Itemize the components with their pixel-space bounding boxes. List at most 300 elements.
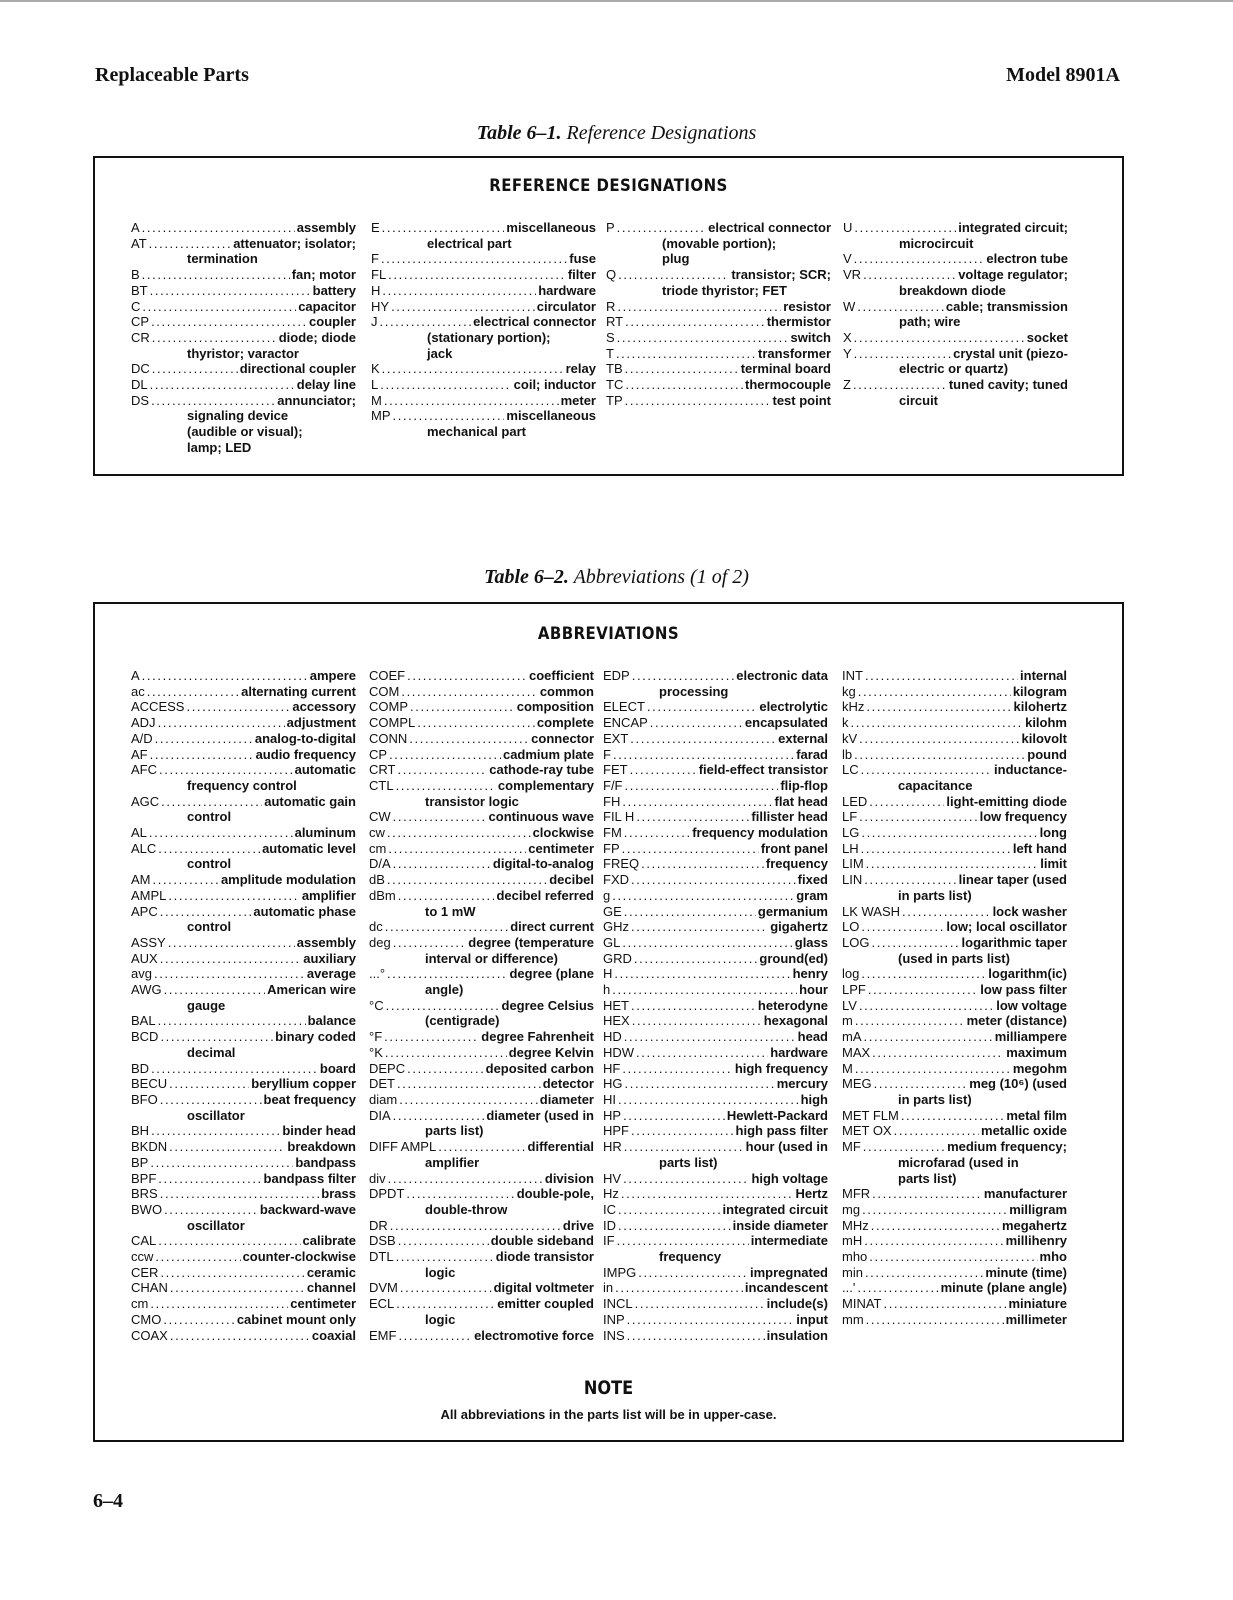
entry-row: [842, 919, 1067, 935]
entry-continuation: control: [187, 919, 232, 935]
entry-row: [603, 872, 828, 888]
leader-dots: [380, 377, 511, 393]
leader-dots: [874, 1076, 968, 1092]
entry-definition: hardware: [538, 282, 596, 298]
reference-designations-heading: REFERENCE DESIGNATIONS: [489, 176, 728, 196]
entry-definition: coil; inductor: [513, 377, 596, 393]
entry-definition: auxiliary: [303, 950, 356, 966]
entry-continuation: frequency control: [187, 777, 297, 793]
leader-dots: [647, 699, 757, 715]
entry-code: m: [842, 1013, 853, 1029]
entry-definition: degree Celsius: [501, 997, 594, 1013]
entry-definition: electron tube: [986, 251, 1068, 267]
leader-dots: [641, 856, 764, 872]
entry-definition: automatic phase: [253, 903, 356, 919]
leader-dots: [618, 1092, 799, 1108]
entry-definition: differential: [527, 1139, 594, 1155]
entry-row: [842, 1249, 1067, 1265]
entry-code: kHz: [842, 699, 865, 715]
entry-code: HD: [603, 1029, 622, 1045]
entry-code: EDP: [603, 668, 630, 683]
leader-dots: [389, 747, 501, 763]
entry-code: LO: [842, 919, 860, 935]
entry-definition: detector: [542, 1076, 594, 1092]
leader-dots: [865, 668, 1018, 684]
entry-definition: degree (temperature: [468, 934, 594, 950]
entry-definition: coaxial: [311, 1327, 356, 1343]
entry-code: L: [371, 377, 379, 393]
entry-code: FL: [371, 267, 387, 283]
entry-continuation: plug: [662, 251, 690, 267]
leader-dots: [382, 361, 564, 377]
leader-dots: [858, 684, 1011, 700]
running-header-left: Replaceable Parts: [95, 64, 249, 86]
entry-definition: amplitude modulation: [220, 872, 356, 888]
entry-row: [842, 1123, 1067, 1139]
leader-dots: [417, 715, 535, 731]
entry-code: HDW: [603, 1044, 635, 1060]
entry-code: LIN: [842, 872, 863, 888]
leader-dots: [159, 762, 293, 778]
entry-row: [369, 1092, 594, 1108]
leader-dots: [614, 966, 790, 982]
entry-definition: direct current: [510, 919, 594, 935]
entry-definition: breakdown: [287, 1139, 356, 1155]
entry-definition: counter-clockwise: [242, 1249, 356, 1265]
leader-dots: [385, 1045, 507, 1061]
leader-dots: [650, 715, 743, 731]
entry-code: CP: [369, 746, 388, 762]
entry-row: [131, 267, 356, 283]
entry-row: [369, 1139, 594, 1155]
entry-row: [131, 1265, 356, 1281]
entry-row: [603, 747, 828, 763]
leader-dots: [385, 919, 508, 935]
entry-definition: meter (distance): [966, 1013, 1067, 1029]
leader-dots: [150, 377, 295, 393]
entry-code: HG: [603, 1076, 623, 1092]
entry-definition: left hand: [1012, 840, 1067, 856]
entry-definition: board: [319, 1060, 356, 1076]
entry-definition: low; local oscillator: [946, 919, 1067, 935]
leader-dots: [142, 299, 296, 315]
entry-definition: cadmium plate: [502, 746, 594, 762]
leader-dots: [397, 1076, 541, 1092]
entry-definition: diameter (used in: [486, 1107, 594, 1123]
entry-definition: electronic data: [736, 668, 828, 683]
entry-definition: test point: [772, 392, 831, 408]
entry-definition: cathode-ray tube: [489, 762, 594, 778]
entry-continuation: capacitance: [898, 777, 973, 793]
table-6-2-title: [0, 566, 1233, 589]
entry-code: DSB: [369, 1233, 396, 1249]
entry-code: F/F: [603, 777, 623, 793]
entry-code: CW: [369, 809, 391, 825]
entry-code: DL: [131, 377, 148, 393]
entry-row: [131, 1092, 356, 1108]
entry-code: Hz: [603, 1186, 619, 1202]
entry-continuation: decimal: [187, 1044, 236, 1060]
entry-code: dc: [369, 919, 383, 935]
leader-dots: [613, 747, 794, 763]
entry-definition: assembly: [296, 934, 356, 950]
entry-definition: fuse: [569, 251, 596, 267]
entry-definition: fan; motor: [291, 267, 356, 283]
entry-row: [369, 825, 594, 841]
entry-code: DC: [131, 361, 150, 377]
entry-row: [842, 1312, 1067, 1328]
entry-code: deg: [369, 934, 391, 950]
entry-code: MET OX: [842, 1123, 892, 1139]
note-heading: NOTE: [583, 1377, 634, 1399]
entry-definition: complementary: [497, 777, 594, 793]
leader-dots: [865, 1265, 983, 1281]
entry-row: [603, 1265, 828, 1281]
entry-code: IMPG: [603, 1264, 637, 1280]
leader-dots: [869, 794, 944, 810]
entry-code: g: [603, 887, 611, 903]
column: [603, 668, 828, 1343]
entry-definition: bandpass: [295, 1154, 356, 1170]
entry-definition: coefficient: [528, 668, 594, 683]
leader-dots: [627, 1312, 795, 1328]
entry-definition: delay line: [296, 377, 356, 393]
leader-dots: [160, 1029, 273, 1045]
entry-row: [131, 299, 356, 315]
leader-dots: [396, 1296, 495, 1312]
entry-continuation: (movable portion);: [662, 235, 777, 251]
entry-row: [603, 809, 828, 825]
entry-row: [606, 393, 831, 409]
leader-dots: [398, 1328, 472, 1344]
entry-row: [842, 1218, 1067, 1234]
entry-code: A/D: [131, 730, 153, 746]
entry-definition: Hewlett-Packard: [726, 1107, 828, 1123]
entry-code: Y: [843, 345, 852, 361]
entry-row: [603, 919, 828, 935]
leader-dots: [851, 715, 1024, 731]
abbreviations-table: [93, 602, 1124, 1442]
entry-code: GHz: [603, 919, 629, 935]
leader-dots: [625, 361, 739, 377]
entry-code: avg: [131, 966, 152, 982]
entry-row: [603, 1076, 828, 1092]
entry-definition: degree (plane: [509, 966, 594, 982]
entry-continuation: control: [187, 809, 232, 825]
entry-definition: head: [797, 1029, 828, 1045]
entry-row: [606, 267, 831, 283]
entry-code: div: [369, 1170, 386, 1186]
entry-code: ADJ: [131, 715, 156, 731]
entry-definition: thermistor: [766, 314, 831, 330]
entry-row: [131, 982, 356, 998]
entry-definition: pound: [1027, 746, 1067, 762]
entry-code: HF: [603, 1060, 621, 1076]
leader-dots: [158, 1171, 261, 1187]
entry-row: [371, 408, 596, 424]
entry-row: [369, 1328, 594, 1344]
entry-code: INP: [603, 1311, 625, 1327]
entry-row: [131, 1296, 356, 1312]
entry-code: HV: [603, 1170, 622, 1186]
entry-row: [603, 794, 828, 810]
entry-row: [603, 935, 828, 951]
entry-definition: gram: [796, 887, 828, 903]
entry-code: LOG: [842, 934, 870, 950]
table-6-2-number: Table 6–2.: [484, 566, 569, 588]
entry-definition: high: [800, 1091, 828, 1107]
entry-code: APC: [131, 903, 158, 919]
entry-code: LH: [842, 840, 859, 856]
leader-dots: [894, 1123, 979, 1139]
leader-dots: [625, 314, 765, 330]
entry-code: cm: [369, 840, 387, 856]
entry-code: E: [371, 220, 380, 235]
leader-dots: [901, 1108, 1004, 1124]
leader-dots: [622, 1061, 732, 1077]
leader-dots: [164, 1202, 258, 1218]
entry-definition: meg (10⁶) (used: [969, 1076, 1067, 1092]
entry-row: [603, 856, 828, 872]
entry-definition: attenuator; isolator;: [233, 235, 356, 251]
entry-definition: high voltage: [751, 1170, 828, 1186]
leader-dots: [871, 935, 959, 951]
leader-dots: [186, 699, 290, 715]
entry-row: [843, 377, 1068, 393]
entry-definition: digital voltmeter: [493, 1280, 594, 1296]
leader-dots: [864, 1233, 1003, 1249]
entry-code: BFO: [131, 1091, 158, 1107]
entry-definition: germanium: [757, 903, 828, 919]
leader-dots: [630, 762, 697, 778]
entry-code: BRS: [131, 1186, 158, 1202]
entry-continuation: oscillator: [187, 1107, 245, 1123]
table-6-1-number: Table 6–1.: [476, 122, 562, 144]
entry-definition: low frequency: [979, 809, 1067, 825]
entry-row: [842, 1108, 1067, 1124]
entry-continuation: processing: [659, 683, 729, 699]
leader-dots: [612, 888, 794, 904]
entry-definition: ampere: [309, 668, 356, 683]
entry-row: [369, 856, 594, 872]
entry-continuation: (used in parts list): [898, 950, 1010, 966]
entry-code: LC: [842, 762, 859, 778]
entry-code: GE: [603, 903, 622, 919]
entry-definition: continuous wave: [488, 809, 594, 825]
entry-definition: minute (plane angle): [940, 1280, 1067, 1296]
entry-code: R: [606, 298, 616, 314]
leader-dots: [158, 1233, 300, 1249]
leader-dots: [631, 1123, 734, 1139]
leader-dots: [396, 1249, 494, 1265]
entry-definition: double-pole,: [516, 1186, 594, 1202]
entry-row: [603, 1233, 828, 1249]
leader-dots: [855, 1013, 965, 1029]
entry-definition: high pass filter: [735, 1123, 828, 1139]
leader-dots: [635, 1296, 765, 1312]
entry-definition: channel: [306, 1280, 356, 1296]
running-header-right: Model 8901A: [1006, 64, 1120, 86]
entry-row: [369, 1029, 594, 1045]
entry-row: [606, 314, 831, 330]
leader-dots: [853, 377, 947, 393]
entry-definition: complete: [536, 715, 594, 731]
entry-code: BP: [131, 1154, 149, 1170]
entry-code: AFC: [131, 762, 157, 778]
entry-code: LIM: [842, 856, 864, 872]
entry-row: [369, 1076, 594, 1092]
leader-dots: [142, 220, 295, 236]
entry-code: AT: [131, 235, 147, 251]
entry-definition: decibel: [549, 872, 594, 888]
entry-continuation: in parts list): [898, 887, 972, 903]
leader-dots: [168, 888, 299, 904]
entry-definition: adjustment: [286, 715, 356, 731]
entry-row: [131, 1061, 356, 1077]
entry-definition: kilovolt: [1021, 730, 1067, 746]
leader-dots: [859, 809, 977, 825]
entry-definition: inductance-: [994, 762, 1067, 778]
table-6-1-caption: Reference Designations: [566, 122, 757, 144]
leader-dots: [636, 1045, 768, 1061]
entry-row: [131, 330, 356, 346]
entry-row: [369, 762, 594, 778]
entry-definition: frequency modulation: [692, 825, 828, 841]
entry-code: CRT: [369, 762, 396, 778]
entry-code: DR: [369, 1217, 388, 1233]
entry-code: diam: [369, 1091, 398, 1107]
entry-continuation: microcircuit: [899, 235, 974, 251]
entry-row: [603, 1045, 828, 1061]
entry-row: [131, 1233, 356, 1249]
entry-row: [369, 1108, 594, 1124]
entry-row: [131, 668, 356, 684]
leader-dots: [161, 794, 262, 810]
leader-dots: [153, 872, 219, 888]
entry-definition: milliampere: [994, 1029, 1067, 1045]
entry-code: INS: [603, 1327, 625, 1343]
entry-code: W: [843, 298, 856, 314]
leader-dots: [883, 1296, 1006, 1312]
entry-continuation: parts list): [659, 1154, 718, 1170]
entry-row: [842, 966, 1067, 982]
leader-dots: [617, 1233, 749, 1249]
entry-code: BAL: [131, 1013, 156, 1029]
entry-code: kV: [842, 730, 858, 746]
entry-row: [131, 715, 356, 731]
entry-continuation: parts list): [425, 1123, 484, 1139]
entry-row: [371, 361, 596, 377]
entry-definition: low pass filter: [980, 982, 1067, 998]
entry-code: mH: [842, 1233, 863, 1249]
leader-dots: [151, 1061, 318, 1077]
entry-row: [131, 361, 356, 377]
leader-dots: [863, 1139, 945, 1155]
leader-dots: [169, 1076, 249, 1092]
leader-dots: [625, 1076, 775, 1092]
note-text: All abbreviations in the parts list will be in upper-case.: [440, 1407, 777, 1422]
entry-definition: drive: [562, 1217, 594, 1233]
entry-definition: frequency: [765, 856, 828, 872]
entry-row: [131, 1076, 356, 1092]
entry-definition: emitter coupled: [497, 1296, 594, 1312]
entry-continuation: (audible or visual);: [187, 424, 303, 440]
entry-code: cw: [369, 825, 385, 841]
entry-code: M: [371, 392, 382, 408]
entry-definition: gigahertz: [770, 919, 828, 935]
leader-dots: [869, 1249, 1037, 1265]
entry-row: [842, 794, 1067, 810]
entry-code: k: [842, 715, 849, 731]
entry-code: kg: [842, 683, 856, 699]
entry-code: AUX: [131, 950, 158, 966]
leader-dots: [393, 935, 467, 951]
entry-code: K: [371, 361, 380, 377]
leader-dots: [160, 951, 302, 967]
leader-dots: [872, 1186, 982, 1202]
column: [369, 668, 594, 1343]
entry-row: [369, 715, 594, 731]
entry-definition: crystal unit (piezo-: [953, 345, 1068, 361]
entry-definition: meter: [560, 392, 596, 408]
entry-row: [131, 888, 356, 904]
entry-row: [842, 825, 1067, 841]
entry-row: [131, 1155, 356, 1171]
entry-row: [842, 1202, 1067, 1218]
leader-dots: [625, 377, 743, 393]
entry-code: ac: [131, 683, 145, 699]
entry-definition: millihenry: [1005, 1233, 1067, 1249]
leader-dots: [150, 283, 311, 299]
entry-code: mA: [842, 1029, 862, 1045]
leader-dots: [866, 699, 1011, 715]
entry-definition: hardware: [770, 1044, 828, 1060]
entry-code: LF: [842, 809, 858, 825]
leader-dots: [623, 1171, 749, 1187]
leader-dots: [382, 283, 536, 299]
entry-continuation: gauge: [187, 997, 226, 1013]
entry-row: [131, 1328, 356, 1344]
entry-row: [842, 684, 1067, 700]
entry-definition: analog-to-digital: [254, 730, 356, 746]
entry-row: [131, 699, 356, 715]
entry-code: ACCESS: [131, 699, 185, 715]
entry-definition: binary coded: [275, 1029, 356, 1045]
entry-definition: glass: [794, 934, 828, 950]
entry-row: [131, 684, 356, 700]
entry-code: T: [606, 345, 614, 361]
entry-code: RT: [606, 314, 624, 330]
entry-definition: inside diameter: [732, 1217, 828, 1233]
leader-dots: [624, 1029, 796, 1045]
leader-dots: [170, 1328, 310, 1344]
entry-definition: kilohertz: [1013, 699, 1067, 715]
entry-definition: henry: [792, 966, 828, 982]
entry-row: [843, 220, 1068, 236]
entry-code: COMPL: [369, 715, 416, 731]
entry-row: [371, 299, 596, 315]
entry-definition: division: [544, 1170, 594, 1186]
entry-code: INT: [842, 668, 863, 683]
leader-dots: [163, 1312, 234, 1328]
entry-row: [842, 935, 1067, 951]
leader-dots: [401, 684, 537, 700]
entry-definition: connector: [531, 730, 594, 746]
entry-row: [603, 1013, 828, 1029]
entry-row: [369, 1061, 594, 1077]
entry-row: [603, 1108, 828, 1124]
entry-row: [603, 1092, 828, 1108]
